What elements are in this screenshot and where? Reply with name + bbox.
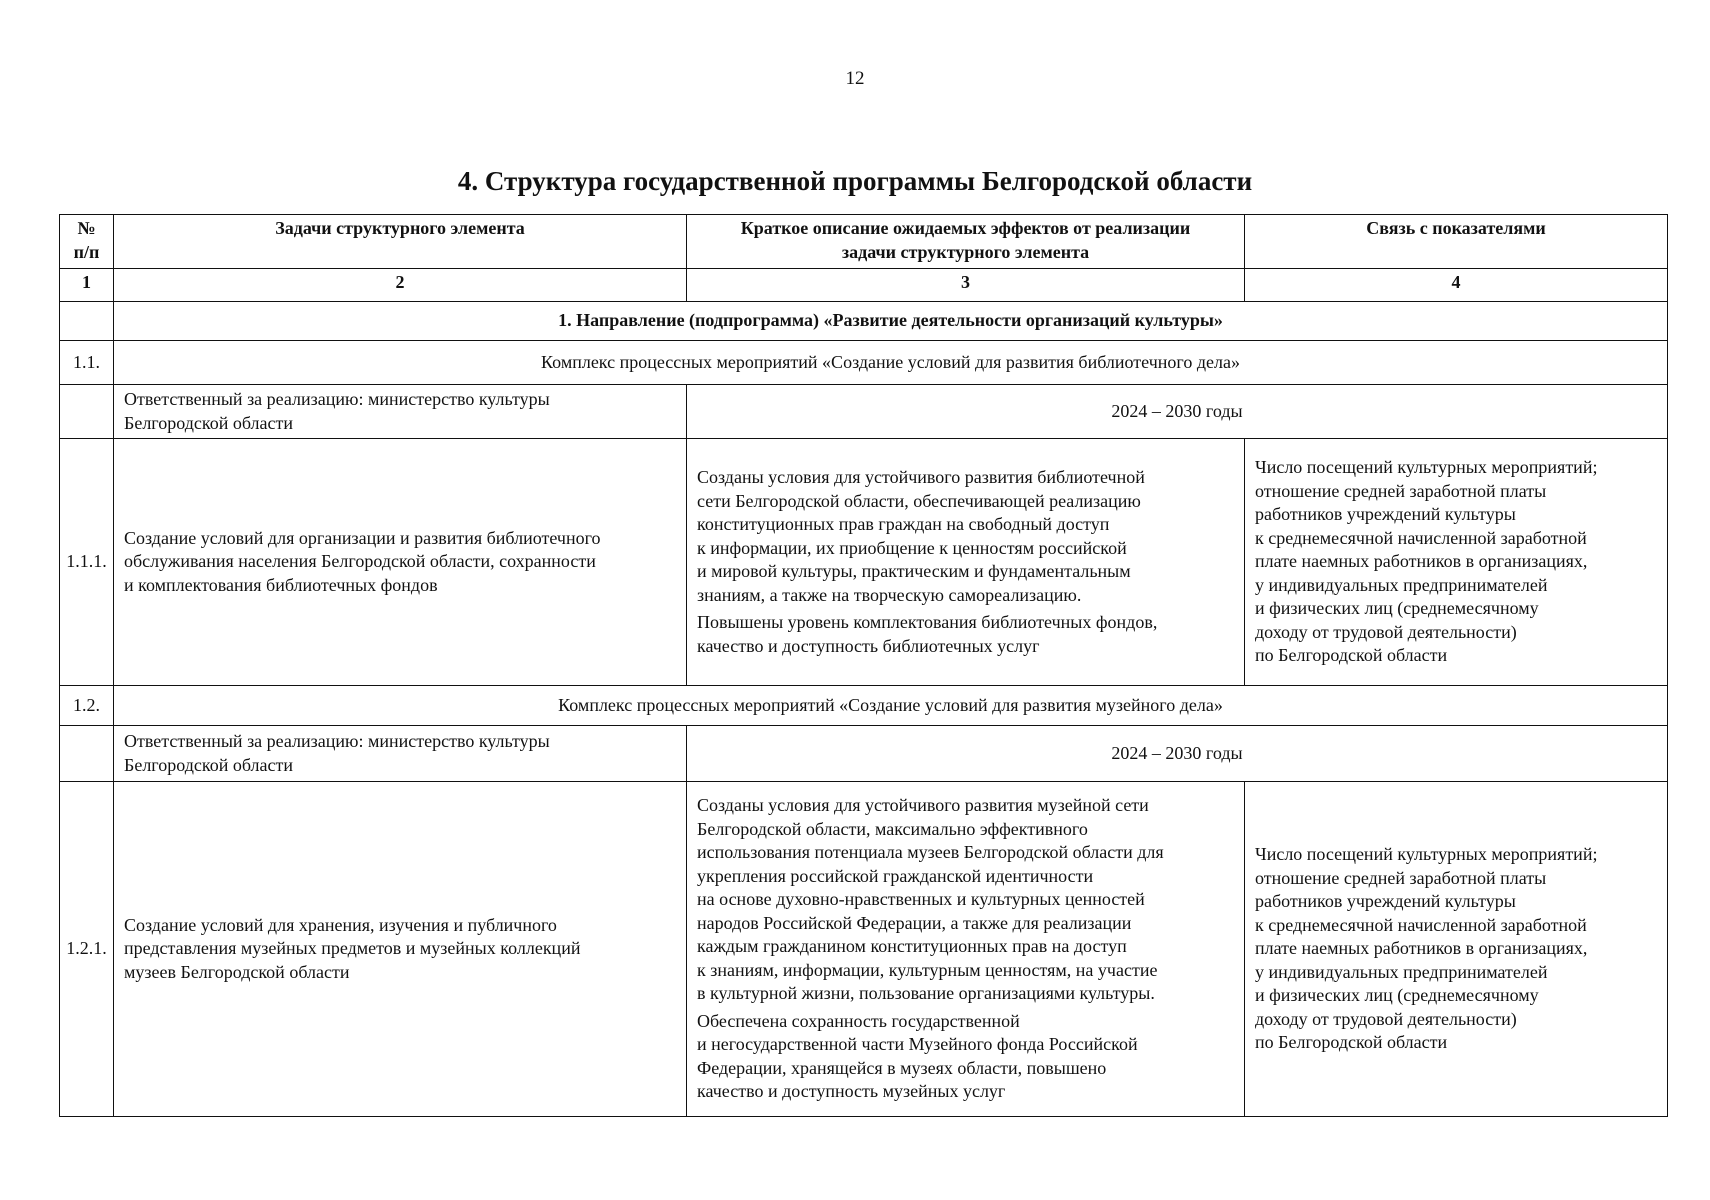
col-num-4: 4 bbox=[1245, 269, 1668, 302]
complex-num: 1.1. bbox=[60, 341, 114, 385]
column-number-row bbox=[60, 269, 1668, 302]
task-indicators: Число посещений культурных мероприятий; отношение средней заработной платы работников учреждений культуры к среднемесячной начисленной заработной плате наемных работников в организациях, у индивидуальных предпринимателей и физических лиц (среднемесячному доходу от трудовой деятельности) по Белгородской области bbox=[1245, 439, 1668, 686]
period-text: 2024 – 2030 годы bbox=[687, 726, 1668, 782]
complex-row bbox=[60, 686, 1668, 726]
task-num: 1.2.1. bbox=[60, 782, 114, 1117]
responsible-row bbox=[60, 726, 1668, 782]
header-row bbox=[60, 215, 1668, 269]
effects-paragraph: Созданы условия для устойчивого развития музейной сети Белгородской области, максимально эффективного использования потенциала музеев Белгородской области для укрепления российской гражданской идентичности на основе духовно-нравственных и культурных ценностей народов Российской Федерации, а также для реализации каждым гражданином конституционных прав на доступ к знаниям, информации, культурным ценностям, на участие в культурной жизни, пользование организациями культуры. bbox=[697, 795, 1164, 1004]
program-structure-table bbox=[59, 214, 1668, 1117]
header-effects: Краткое описание ожидаемых эффектов от реализации задачи структурного элемента bbox=[687, 215, 1245, 269]
task-name: Создание условий для организации и развития библиотечного обслуживания населения Белгородской области, сохранности и комплектования библиотечных фондов bbox=[114, 439, 687, 686]
direction-row bbox=[60, 302, 1668, 341]
responsible-num bbox=[60, 385, 114, 439]
page-title: 4. Структура государственной программы Белгородской области bbox=[457, 166, 1253, 196]
complex-num: 1.2. bbox=[60, 686, 114, 726]
responsible-text: Ответственный за реализацию: министерство культуры Белгородской области bbox=[114, 385, 687, 439]
task-row bbox=[60, 439, 1668, 686]
task-effects bbox=[687, 782, 1245, 1117]
period-text: 2024 – 2030 годы bbox=[687, 385, 1668, 439]
header-number: № п/п bbox=[60, 215, 114, 269]
task-row bbox=[60, 782, 1668, 1117]
direction-title: 1. Направление (подпрограмма) «Развитие деятельности организаций культуры» bbox=[114, 302, 1668, 341]
complex-row bbox=[60, 341, 1668, 385]
header-indicators: Связь с показателями bbox=[1245, 215, 1668, 269]
complex-title: Комплекс процессных мероприятий «Создание условий для развития библиотечного дела» bbox=[114, 341, 1668, 385]
task-effects bbox=[687, 439, 1245, 686]
task-num: 1.1.1. bbox=[60, 439, 114, 686]
effects-paragraph: Созданы условия для устойчивого развития библиотечной сети Белгородской области, обеспечивающей реализацию конституционных прав граждан на свободный доступ к информации, их приобщение к ценностям российской и мировой культуры, практическим и фундаментальным знаниям, а также на творческую самореализацию. bbox=[697, 467, 1145, 605]
effects-paragraph: Обеспечена сохранность государственной и негосударственной части Музейного фонда Российской Федерации, хранящейся в музеях области, повышено качество и доступность музейных услуг bbox=[697, 1010, 1138, 1102]
page-number: 12 bbox=[845, 68, 865, 89]
col-num-1: 1 bbox=[60, 269, 114, 302]
task-indicators: Число посещений культурных мероприятий; отношение средней заработной платы работников учреждений культуры к среднемесячной начисленной заработной плате наемных работников в организациях, у индивидуальных предпринимателей и физических лиц (среднемесячному доходу от трудовой деятельности) по Белгородской области bbox=[1245, 782, 1668, 1117]
header-tasks: Задачи структурного элемента bbox=[114, 215, 687, 269]
col-num-2: 2 bbox=[114, 269, 687, 302]
responsible-text: Ответственный за реализацию: министерство культуры Белгородской области bbox=[114, 726, 687, 782]
col-num-3: 3 bbox=[687, 269, 1245, 302]
effects-paragraph: Повышены уровень комплектования библиотечных фондов, качество и доступность библиотечных услуг bbox=[697, 612, 1158, 656]
task-name: Создание условий для хранения, изучения и публичного представления музейных предметов и музейных коллекций музеев Белгородской области bbox=[114, 782, 687, 1117]
complex-title: Комплекс процессных мероприятий «Создание условий для развития музейного дела» bbox=[114, 686, 1668, 726]
responsible-num bbox=[60, 726, 114, 782]
direction-num bbox=[60, 302, 114, 341]
responsible-row bbox=[60, 385, 1668, 439]
